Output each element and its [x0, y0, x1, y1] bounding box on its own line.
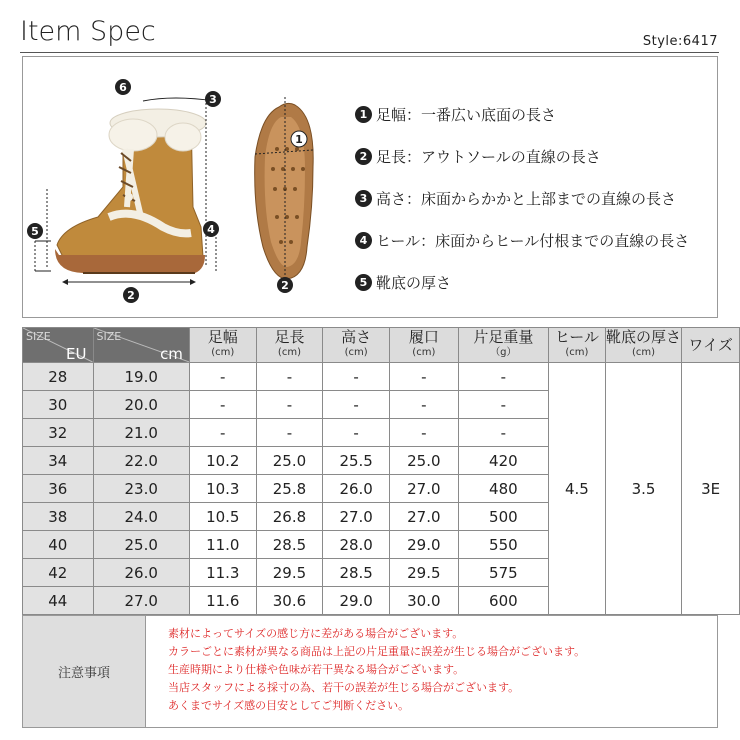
table-cell: 30.0	[389, 587, 458, 615]
table-cell: 25.5	[323, 447, 390, 475]
marker-4: 4	[207, 223, 215, 236]
note-line: 生産時期により仕様や色味が若干異なる場合がございます。	[168, 663, 465, 676]
notes-label: 注意事項	[23, 616, 146, 727]
table-cell: 29.5	[389, 559, 458, 587]
note-line: カラーごとに素材が異なる商品は上記の片足重量に誤差が生じる場合がございます。	[168, 645, 586, 658]
legend-item-height	[355, 177, 689, 219]
note-line: あくまでサイズ感の目安としてご判断ください。	[168, 699, 410, 712]
boot-side-view	[55, 109, 206, 273]
spec-diagram-panel	[22, 56, 718, 318]
table-cell: 27.0	[389, 475, 458, 503]
merged-wise-cell: 3E	[682, 363, 740, 615]
size-cm-cell: 25.0	[93, 531, 189, 559]
size-cm-cell: 19.0	[93, 363, 189, 391]
table-cell: 28.0	[323, 531, 390, 559]
header-heel: ヒール (cm)	[549, 328, 606, 363]
size-cm-cell: 26.0	[93, 559, 189, 587]
table-cell: 10.3	[189, 475, 256, 503]
size-eu-cell: 44	[23, 587, 94, 615]
header-opening: 履口 (cm)	[389, 328, 458, 363]
table-cell: -	[458, 363, 548, 391]
marker-3: 3	[209, 93, 217, 106]
table-cell: 500	[458, 503, 548, 531]
header-foot-width: 足幅 (cm)	[189, 328, 256, 363]
legend-text: 足幅：一番広い底面の長さ	[376, 105, 557, 124]
size-eu-cell: 38	[23, 503, 94, 531]
size-eu-cell: 30	[23, 391, 94, 419]
table-cell: -	[189, 391, 256, 419]
number-4-icon: 4	[355, 232, 372, 249]
header-wise: ワイズ	[682, 328, 740, 363]
size-eu-cell: 34	[23, 447, 94, 475]
marker-1-sole: 1	[295, 133, 303, 146]
table-cell: 26.0	[323, 475, 390, 503]
size-cm-cell: 22.0	[93, 447, 189, 475]
table-body	[23, 363, 740, 615]
marker-2-sole: 2	[281, 279, 289, 292]
merged-heel-cell: 4.5	[549, 363, 606, 615]
size-cm-cell: 23.0	[93, 475, 189, 503]
table-header-row	[23, 328, 740, 363]
size-eu-cell: 28	[23, 363, 94, 391]
table-cell: 26.8	[256, 503, 323, 531]
title-divider	[20, 52, 719, 53]
table-cell: 27.0	[389, 503, 458, 531]
table-cell: 29.0	[323, 587, 390, 615]
size-cm-cell: 21.0	[93, 419, 189, 447]
size-spec-table	[22, 327, 740, 615]
size-cm-cell: 27.0	[93, 587, 189, 615]
table-cell: 550	[458, 531, 548, 559]
notes-panel	[22, 615, 718, 728]
table-cell: 420	[458, 447, 548, 475]
size-eu-cell: 32	[23, 419, 94, 447]
note-line: 素材によってサイズの感じ方に差がある場合がございます。	[168, 627, 464, 640]
style-number: Style:6417	[642, 34, 718, 49]
marker-2-side: 2	[127, 289, 135, 302]
legend-text: 足長：アウトソールの直線の長さ	[376, 147, 601, 166]
size-eu-cell: 42	[23, 559, 94, 587]
size-cm-cell: 24.0	[93, 503, 189, 531]
note-line: 当店スタッフによる採寸の為、若干の誤差が生じる場合がございます。	[168, 681, 520, 694]
number-3-icon: 3	[355, 190, 372, 207]
table-cell: -	[256, 363, 323, 391]
legend-text: 高さ：床面からかかと上部までの直線の長さ	[376, 189, 677, 208]
size-cm-cell: 20.0	[93, 391, 189, 419]
table-cell: 11.6	[189, 587, 256, 615]
boot-measurement-illustration	[23, 57, 353, 317]
table-cell: -	[323, 391, 390, 419]
legend-item-foot-length	[355, 135, 689, 177]
marker-6: 6	[119, 81, 127, 94]
table-cell: 28.5	[323, 559, 390, 587]
table-cell: -	[458, 391, 548, 419]
table-cell: -	[389, 391, 458, 419]
size-cm-header: SIZE cm	[93, 328, 189, 363]
header-foot-length: 足長 (cm)	[256, 328, 323, 363]
header-sole-thickness: 靴底の厚さ (cm)	[605, 328, 682, 363]
table-cell: 480	[458, 475, 548, 503]
notes-body	[146, 616, 585, 727]
table-cell: 27.0	[323, 503, 390, 531]
table-cell: 25.0	[256, 447, 323, 475]
table-cell: 29.5	[256, 559, 323, 587]
table-cell: 10.5	[189, 503, 256, 531]
table-cell: 25.8	[256, 475, 323, 503]
table-cell: 11.3	[189, 559, 256, 587]
legend-text: 靴底の厚さ	[376, 273, 452, 292]
table-cell: 30.6	[256, 587, 323, 615]
table-cell: -	[189, 363, 256, 391]
table-cell: -	[458, 419, 548, 447]
size-eu-cell: 40	[23, 531, 94, 559]
table-cell: 600	[458, 587, 548, 615]
page-title: Item Spec	[20, 16, 156, 47]
marker-5: 5	[31, 225, 39, 238]
table-cell: -	[389, 363, 458, 391]
table-cell: -	[389, 419, 458, 447]
legend-item-sole-thickness	[355, 261, 689, 303]
size-eu-header: SIZE EU	[23, 328, 94, 363]
table-cell: -	[256, 419, 323, 447]
table-cell: 11.0	[189, 531, 256, 559]
table-cell: 29.0	[389, 531, 458, 559]
legend-text: ヒール：床面からヒール付根までの直線の長さ	[376, 231, 690, 250]
table-cell: 28.5	[256, 531, 323, 559]
boot-sole-view	[255, 97, 314, 282]
number-1-icon: 1	[355, 106, 372, 123]
number-2-icon: 2	[355, 148, 372, 165]
header-weight: 片足重量 （g）	[458, 328, 548, 363]
header-height: 高さ (cm)	[323, 328, 390, 363]
table-cell: 10.2	[189, 447, 256, 475]
measurement-legend	[355, 93, 689, 303]
legend-item-heel	[355, 219, 689, 261]
table-cell: -	[256, 391, 323, 419]
table-cell: -	[323, 419, 390, 447]
table-cell: 575	[458, 559, 548, 587]
number-5-icon: 5	[355, 274, 372, 291]
size-eu-cell: 36	[23, 475, 94, 503]
table-cell: -	[189, 419, 256, 447]
table-cell: 25.0	[389, 447, 458, 475]
table-row	[23, 363, 740, 391]
table-cell: -	[323, 363, 390, 391]
legend-item-foot-width	[355, 93, 689, 135]
merged-sole-cell: 3.5	[605, 363, 682, 615]
